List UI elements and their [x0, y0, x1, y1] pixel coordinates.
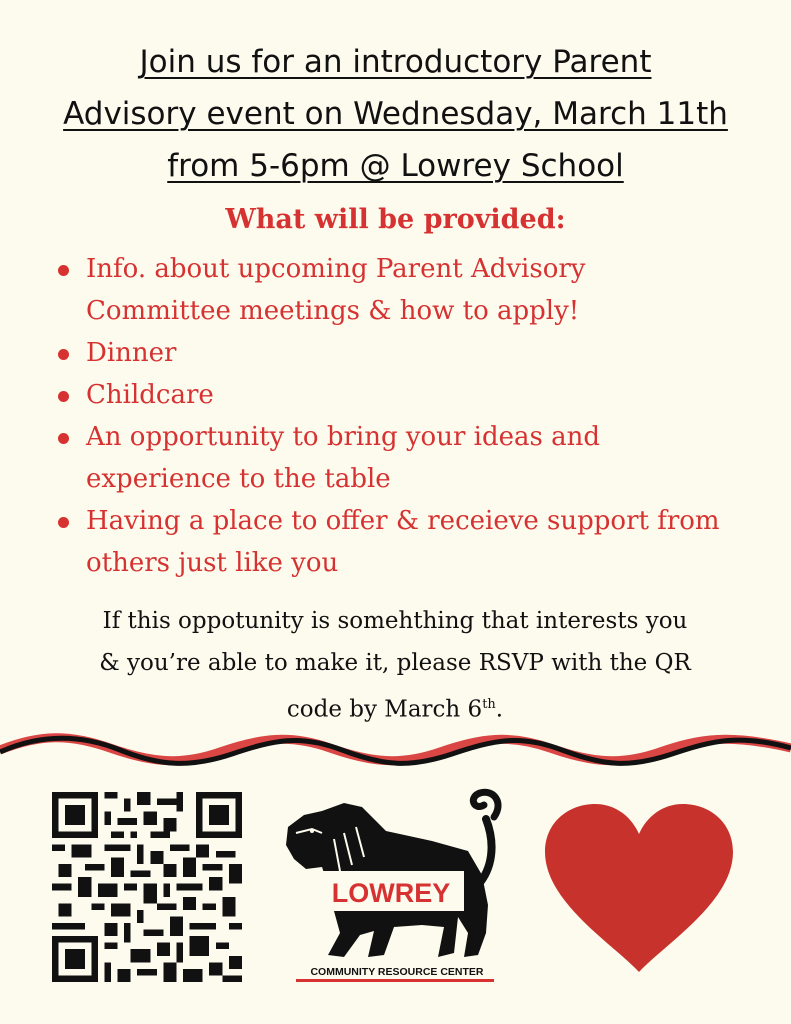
logo-wordmark: LOWREY: [331, 878, 451, 908]
benefits-list: [58, 248, 758, 584]
headline-line-3: from 5-6pm @ Lowrey School: [167, 148, 624, 184]
lowrey-lion-logo: [282, 785, 512, 985]
list-item: [58, 374, 758, 416]
qr-code-icon[interactable]: [52, 792, 242, 982]
rsvp-line-1: If this oppotunity is somehthing that interests you: [102, 608, 688, 634]
list-item: [58, 248, 758, 332]
list-item: [58, 500, 758, 584]
rsvp-period: .: [495, 696, 504, 723]
event-headline: [0, 36, 791, 192]
list-item: [58, 332, 758, 374]
headline-line-1: Join us for an introductory Parent: [139, 44, 652, 80]
list-item-text: Having a place to offer & receieve support from: [86, 506, 720, 536]
bullet-icon: [58, 265, 69, 276]
list-item-text: others just like you: [86, 548, 339, 578]
rsvp-text: [60, 600, 730, 731]
list-item-text: Childcare: [86, 380, 214, 410]
heart-icon: [541, 800, 737, 978]
list-item-text: experience to the table: [86, 464, 391, 494]
rsvp-line-2: & you’re able to make it, please RSVP with the QR: [99, 650, 691, 676]
wave-divider-icon: [0, 722, 791, 782]
list-item-text: Committee meetings & how to apply!: [86, 296, 580, 326]
bullet-icon: [58, 517, 69, 528]
ordinal-suffix: th: [482, 697, 496, 712]
list-item-text: Info. about upcoming Parent Advisory: [86, 254, 586, 284]
list-item-text: Dinner: [86, 338, 177, 368]
bullet-icon: [58, 391, 69, 402]
list-item: [58, 416, 758, 500]
bullet-icon: [58, 349, 69, 360]
headline-line-2: Advisory event on Wednesday, March 11th: [63, 96, 728, 132]
rsvp-line-3: code by March 6: [286, 696, 483, 723]
bullet-icon: [58, 433, 69, 444]
provided-title: What will be provided:: [225, 204, 566, 235]
list-item-text: An opportunity to bring your ideas and: [86, 422, 600, 452]
logo-subtitle: COMMUNITY RESOURCE CENTER: [310, 966, 484, 978]
